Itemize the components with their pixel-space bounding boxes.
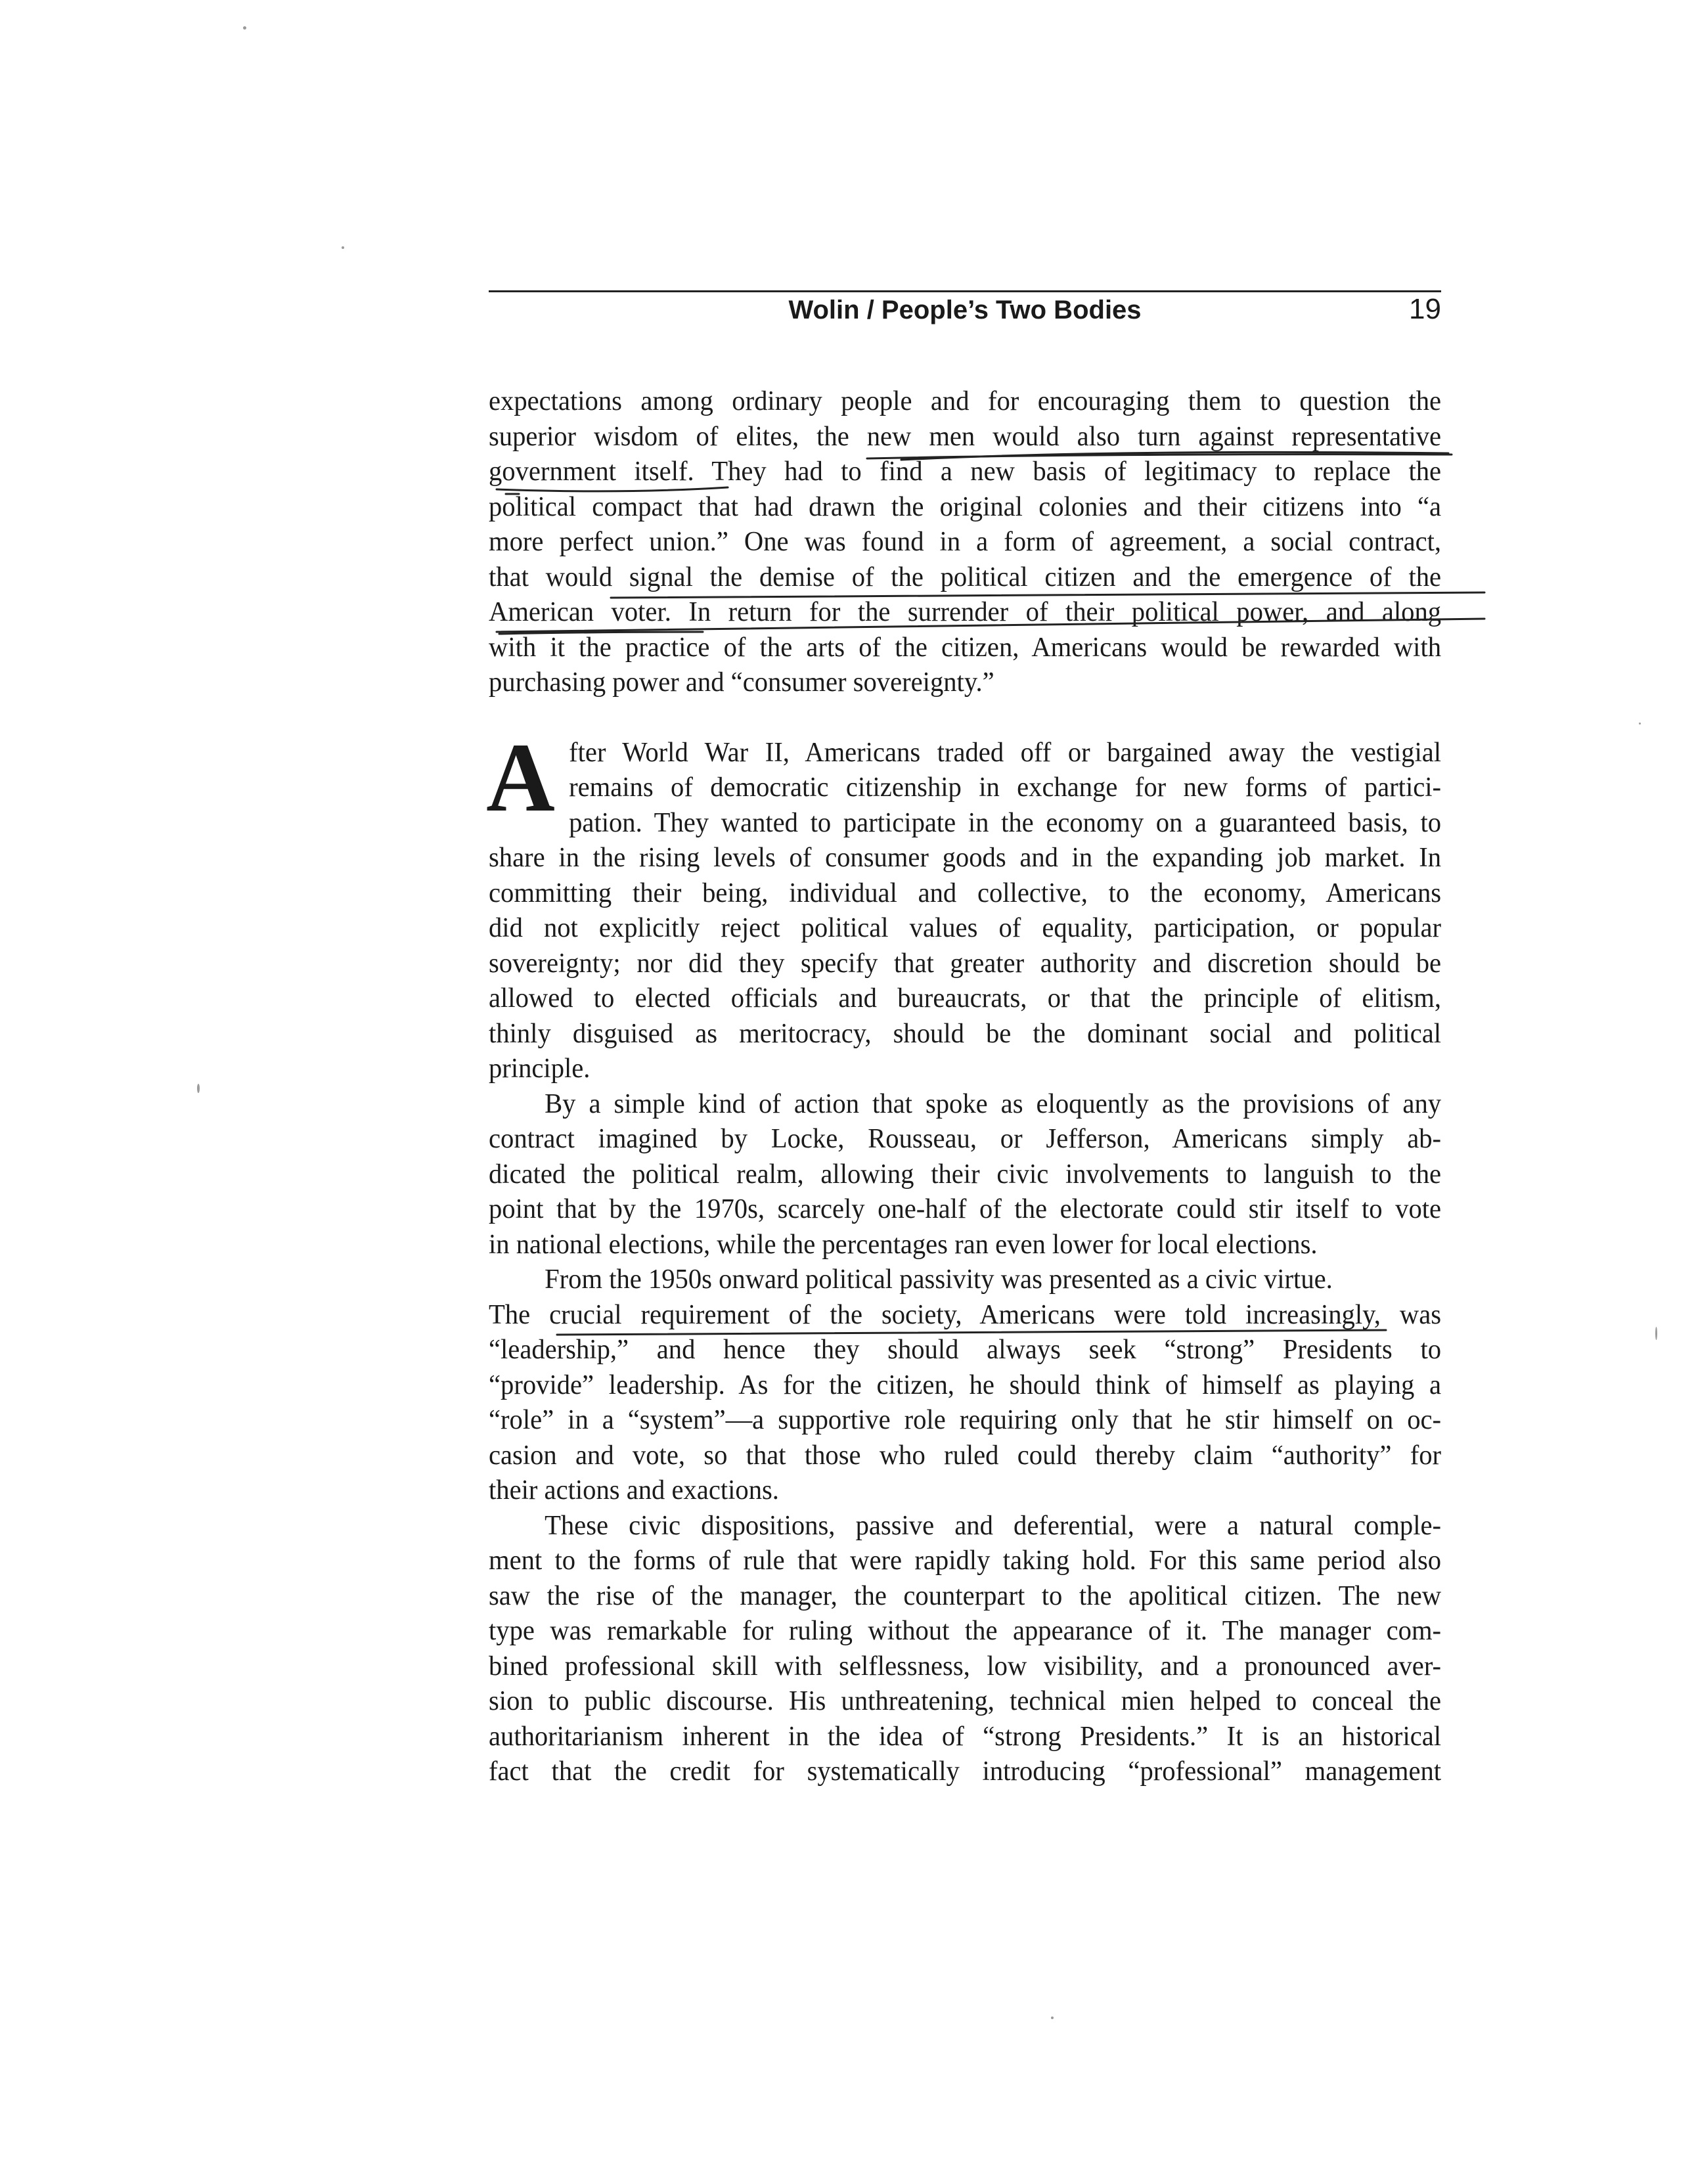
text-line: contract imagined by Locke, Rousseau, or Jefferson, Americans simply ab- bbox=[489, 1124, 1442, 1154]
text-line: with it the practice of the arts of the citizen, Americans would be rewarded with bbox=[489, 632, 1442, 663]
text-line: superior wisdom of elites, the new men would also turn against representative bbox=[489, 421, 1442, 452]
section-paragraph bbox=[486, 723, 1442, 1087]
text-line: committing their being, individual and collective, to the economy, Americans bbox=[489, 878, 1442, 908]
text-line: pation. They wanted to participate in the economy on a guaranteed basis, to bbox=[569, 807, 1442, 838]
text-line: bined professional skill with selflessness, low visibility, and a pronounced aver- bbox=[489, 1651, 1442, 1682]
text-line: did not explicitly reject political values of equality, participation, or popular bbox=[489, 913, 1442, 943]
text-line: “leadership,” and hence they should always seek “strong” Presidents to bbox=[489, 1335, 1442, 1365]
text-line: thinly disguised as meritocracy, should be the dominant social and political bbox=[489, 1018, 1442, 1049]
text-line: American voter. In return for the surrender of their political power, and along bbox=[489, 597, 1442, 627]
paragraph-2 bbox=[489, 1087, 1441, 1263]
text-line: more perfect union.” One was found in a form of agreement, a social contract, bbox=[489, 527, 1442, 557]
text-line: remains of democratic citizenship in exchange for new forms of partici- bbox=[569, 772, 1442, 803]
text-line: expectations among ordinary people and for encouraging them to question the bbox=[489, 386, 1442, 416]
text-line: These civic dispositions, passive and deferential, were a natural comple- bbox=[545, 1510, 1442, 1541]
text-line: By a simple kind of action that spoke as eloquently as the provisions of any bbox=[545, 1088, 1442, 1119]
scan-speck bbox=[1655, 1327, 1657, 1340]
scan-speck bbox=[1051, 2017, 1054, 2019]
text-line: sovereignty; nor did they specify that greater authority and discretion should be bbox=[489, 948, 1442, 979]
text-line: “provide” leadership. As for the citizen, he should think of himself as playing a bbox=[489, 1370, 1442, 1400]
text-line: their actions and exactions. bbox=[489, 1475, 779, 1505]
text-line: point that by the 1970s, scarcely one-half of the electorate could stir itself to vote bbox=[489, 1194, 1442, 1224]
scan-speck bbox=[197, 1084, 200, 1093]
text-line: dicated the political realm, allowing their civic involvements to languish to the bbox=[489, 1159, 1442, 1190]
text-line: sion to public discourse. His unthreatening, technical mien helped to conceal the bbox=[489, 1686, 1442, 1716]
running-title: Wolin / People’s Two Bodies bbox=[788, 296, 1142, 324]
drop-cap: A bbox=[486, 723, 555, 832]
text-line: “role” in a “system”—a supportive role requiring only that he stir himself on oc- bbox=[489, 1405, 1442, 1435]
text-line: principle. bbox=[489, 1054, 591, 1084]
text-line: that would signal the demise of the political citizen and the emergence of the bbox=[489, 562, 1442, 592]
page-number: 19 bbox=[1409, 293, 1441, 325]
text-line: purchasing power and “consumer sovereignty.” bbox=[489, 667, 994, 698]
body-text bbox=[486, 384, 1442, 1790]
text-line: casion and vote, so that those who ruled could thereby claim “authority” for bbox=[489, 1440, 1442, 1471]
text-line: fact that the credit for systematically introducing “professional” management bbox=[489, 1756, 1442, 1787]
running-head bbox=[489, 289, 1441, 335]
text-line: fter World War II, Americans traded off or bargained away the vestigial bbox=[569, 737, 1442, 768]
text-line: The crucial requirement of the society, Americans were told increasingly, was bbox=[489, 1299, 1442, 1330]
text-line: authoritarianism inherent in the idea of “strong Presidents.” It is an historical bbox=[489, 1721, 1442, 1752]
scan-speck bbox=[1639, 723, 1641, 724]
text-line: saw the rise of the manager, the counterpart to the apolitical citizen. The new bbox=[489, 1580, 1442, 1611]
continued-paragraph bbox=[489, 384, 1441, 701]
paragraph-4 bbox=[489, 1509, 1441, 1790]
text-line: type was remarkable for ruling without the appearance of it. The manager com- bbox=[489, 1616, 1442, 1646]
text-line: share in the rising levels of consumer goods and in the expanding job market. In bbox=[489, 843, 1442, 873]
text-line: political compact that had drawn the original colonies and their citizens into “a bbox=[489, 491, 1442, 522]
text-line: government itself. They had to find a new basis of legitimacy to replace the bbox=[489, 457, 1442, 487]
text-line: ment to the forms of rule that were rapidly taking hold. For this same period also bbox=[489, 1546, 1442, 1576]
scan-speck bbox=[243, 26, 246, 30]
text-line: in national elections, while the percentages ran even lower for local elections. bbox=[489, 1229, 1318, 1260]
text-line: From the 1950s onward political passivity was presented as a civic virtue. bbox=[545, 1264, 1333, 1295]
scan-speck bbox=[342, 246, 344, 249]
paragraph-3 bbox=[489, 1262, 1441, 1509]
text-line: allowed to elected officials and bureaucrats, or that the principle of elitism, bbox=[489, 983, 1442, 1014]
